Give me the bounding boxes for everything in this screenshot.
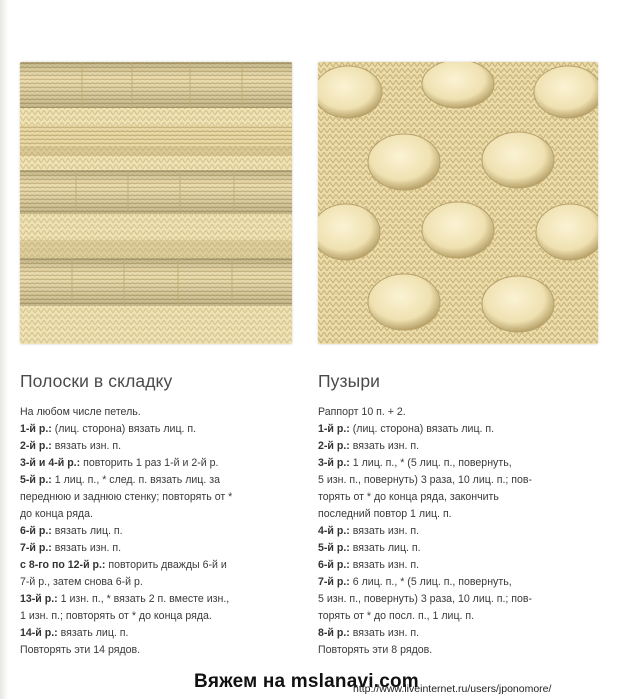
row-label: 7-й р.: <box>20 542 52 554</box>
row-label: с 8-го по 12-й р.: <box>20 559 106 571</box>
instruction-line <box>20 489 302 506</box>
instruction-text: 5 изн. п., повернуть) 3 раза, 10 лиц. п.; пов- <box>318 593 533 605</box>
pattern-bubbles-section <box>318 370 600 659</box>
instruction-text: вязать лиц. п. <box>349 542 421 554</box>
instruction-line <box>318 489 600 506</box>
instruction-line <box>20 625 302 642</box>
instruction-line <box>20 506 302 523</box>
instruction-text: На любом числе петель. <box>20 406 141 418</box>
instruction-line <box>20 421 302 438</box>
instruction-text: вязать изн. п. <box>51 542 122 554</box>
instruction-text: (лиц. сторона) вязать лиц. п. <box>349 423 495 435</box>
instruction-line <box>20 404 302 421</box>
instruction-text: 1 изн. п.; повторять от * до конца ряда. <box>20 610 212 622</box>
instruction-text: торять от * до посл. п., 1 лиц. п. <box>318 610 475 622</box>
instruction-text: 1 лиц. п., * след. п. вязать лиц. за <box>51 474 220 486</box>
row-label: 4-й р.: <box>318 525 350 537</box>
row-label: 2-й р.: <box>318 440 350 452</box>
row-label: 3-й и 4-й р.: <box>20 457 81 469</box>
instruction-line <box>20 574 302 591</box>
instruction-line <box>20 455 302 472</box>
pattern-instructions-stripes <box>20 404 302 659</box>
instruction-text: торять от * до конца ряда, закончить <box>318 491 499 503</box>
instruction-line <box>318 591 600 608</box>
footer-watermark <box>0 671 620 699</box>
instruction-line <box>318 438 600 455</box>
instruction-text: вязать лиц. п. <box>51 525 123 537</box>
instruction-line <box>318 523 600 540</box>
instruction-line <box>318 421 600 438</box>
instruction-line <box>20 472 302 489</box>
instruction-text: до конца ряда. <box>20 508 93 520</box>
row-label: 13-й р.: <box>20 593 58 605</box>
row-label: 7-й р.: <box>318 576 350 588</box>
instruction-line <box>318 642 600 659</box>
row-label: 5-й р.: <box>20 474 52 486</box>
instruction-line <box>20 642 302 659</box>
instruction-line <box>318 540 600 557</box>
row-label: 3-й р.: <box>318 457 350 469</box>
instruction-text: 7-й р., затем снова 6-й р. <box>20 576 143 588</box>
row-label: 1-й р.: <box>318 423 350 435</box>
instruction-line <box>20 557 302 574</box>
knitting-swatch-bubbles-image <box>318 62 598 344</box>
instruction-text: вязать изн. п. <box>349 559 420 571</box>
instruction-line <box>20 438 302 455</box>
instruction-line <box>318 574 600 591</box>
instruction-text: 1 лиц. п., * (5 лиц. п., повернуть, <box>349 457 512 469</box>
instruction-line <box>20 608 302 625</box>
instruction-text: повторить дважды 6-й и <box>105 559 227 571</box>
instruction-text: 6 лиц. п., * (5 лиц. п., повернуть, <box>349 576 512 588</box>
instruction-text: вязать изн. п. <box>349 525 420 537</box>
pattern-title-bubbles: Пузыри <box>318 371 381 391</box>
instruction-line <box>318 455 600 472</box>
instruction-text: вязать изн. п. <box>349 440 420 452</box>
instruction-line <box>318 557 600 574</box>
instruction-text: Повторять эти 14 рядов. <box>20 644 141 656</box>
instruction-line <box>318 472 600 489</box>
row-label: 1-й р.: <box>20 423 52 435</box>
row-label: 6-й р.: <box>20 525 52 537</box>
footer-site-label: Вяжем на mslanavi.com <box>194 671 419 692</box>
instruction-text: последний повтор 1 лиц. п. <box>318 508 452 520</box>
row-label: 8-й р.: <box>318 627 350 639</box>
instruction-text: вязать лиц. п. <box>57 627 129 639</box>
instruction-line <box>20 540 302 557</box>
row-label: 14-й р.: <box>20 627 58 639</box>
row-label: 6-й р.: <box>318 559 350 571</box>
instruction-line <box>20 523 302 540</box>
instruction-text: Раппорт 10 п. + 2. <box>318 406 406 418</box>
pattern-stripes-section <box>20 370 302 659</box>
instruction-line <box>20 591 302 608</box>
instruction-text: Повторять эти 8 рядов. <box>318 644 433 656</box>
instruction-text: вязать изн. п. <box>349 627 420 639</box>
instruction-line <box>318 625 600 642</box>
row-label: 2-й р.: <box>20 440 52 452</box>
row-label: 5-й р.: <box>318 542 350 554</box>
instruction-line <box>318 404 600 421</box>
instruction-text: 5 изн. п., повернуть) 3 раза, 10 лиц. п.; пов- <box>318 474 533 486</box>
instruction-text: (лиц. сторона) вязать лиц. п. <box>51 423 197 435</box>
instruction-line <box>318 608 600 625</box>
pattern-title-stripes: Полоски в складку <box>20 371 173 391</box>
footer-source-url: http://www.liveinternet.ru/users/jponomore/ <box>353 683 552 695</box>
pattern-instructions-bubbles <box>318 404 600 659</box>
knitting-swatch-stripes-image <box>20 62 292 344</box>
page-edge <box>0 0 8 699</box>
instruction-text: вязать изн. п. <box>51 440 122 452</box>
instruction-text: 1 изн. п., * вязать 2 п. вместе изн., <box>57 593 230 605</box>
instruction-text: повторить 1 раз 1-й и 2-й р. <box>80 457 219 469</box>
instruction-line <box>318 506 600 523</box>
instruction-text: переднюю и заднюю стенку; повторять от * <box>20 491 233 503</box>
